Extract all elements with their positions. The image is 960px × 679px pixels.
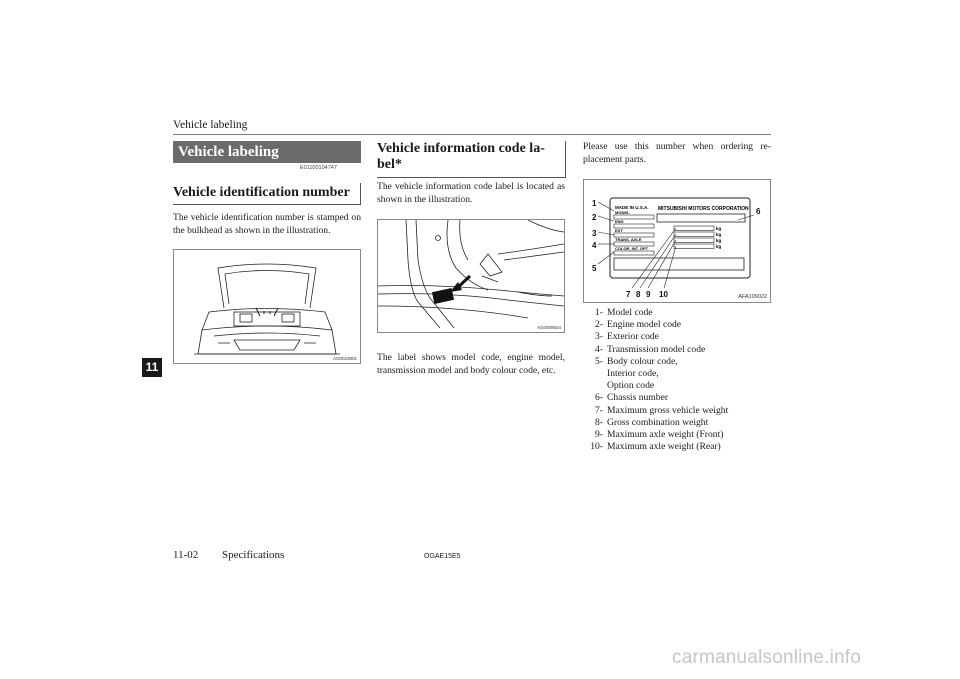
- callout-9: 9: [646, 290, 651, 299]
- list-item-number: 9-: [595, 429, 603, 441]
- info-heading-line1: Vehicle information code la-: [377, 141, 545, 156]
- list-item-number: 5-: [595, 355, 603, 367]
- label-kg-2: kg: [716, 232, 722, 237]
- label-made-in: MADE IN U.S.A.: [615, 205, 649, 210]
- list-item-number: 3-: [595, 331, 603, 343]
- vin-text: The vehicle identification number is stamped on the bulkhead as shown in the illustration.: [173, 212, 361, 236]
- running-header: Vehicle labeling: [173, 119, 248, 131]
- list-item-text: Interior code,: [607, 368, 659, 380]
- list-item-text: Gross combination weight: [607, 416, 709, 428]
- callout-1: 1: [592, 199, 597, 208]
- label-item-list: [581, 307, 771, 453]
- engine-bay-illustration: [174, 250, 360, 363]
- list-item-text: Chassis number: [607, 392, 669, 404]
- list-item: [581, 405, 771, 417]
- label-kg-3: kg: [716, 238, 722, 243]
- list-item-text: Model code: [607, 307, 653, 318]
- chapter-tab[interactable]: 11: [142, 358, 162, 377]
- callout-6: 6: [756, 207, 761, 216]
- list-item-number: 2-: [595, 319, 603, 331]
- callout-5: 5: [592, 264, 597, 273]
- list-item: [581, 429, 771, 441]
- info-figure-code: AG0009504: [536, 325, 561, 330]
- label-corporation: MITSUBISHI MOTORS CORPORATION: [658, 206, 749, 212]
- list-item: [581, 331, 771, 343]
- list-item: [581, 356, 771, 393]
- list-item-text: Maximum axle weight (Front): [607, 429, 724, 441]
- watermark: carmanualsonline.info: [672, 647, 862, 668]
- list-item-text: Body colour code,: [607, 355, 678, 367]
- list-item-number: 8-: [595, 416, 603, 428]
- vin-heading-block: [173, 183, 361, 205]
- list-item: [581, 417, 771, 429]
- info-text-location: The vehicle information code label is located as shown in the illustration.: [377, 181, 565, 205]
- info-code-label-illustration: [584, 180, 770, 302]
- list-item-text: Maximum gross vehicle weight: [607, 404, 729, 416]
- label-model: MODEL: [615, 210, 630, 215]
- list-item-text: Option code: [607, 380, 655, 392]
- label-colour: COLOR, INT, OPT: [615, 246, 649, 251]
- list-item: [581, 344, 771, 356]
- vin-heading: Vehicle identification number: [173, 185, 350, 200]
- list-item-number: 4-: [595, 343, 603, 355]
- header-rule: [173, 134, 771, 135]
- door-pillar-illustration: [378, 220, 564, 332]
- footer-page-number: 11-02: [173, 549, 199, 561]
- callout-3: 3: [592, 229, 597, 238]
- list-item: [581, 307, 771, 319]
- label-kg-4: kg: [716, 244, 722, 249]
- vin-figure-code: AG0023801: [332, 356, 357, 361]
- list-item: [581, 441, 771, 453]
- callout-2: 2: [592, 213, 597, 222]
- label-figure: [583, 179, 771, 303]
- engine-bay-figure: [173, 249, 361, 364]
- section-banner: Vehicle labeling: [173, 141, 361, 163]
- list-item-number: 1-: [595, 307, 603, 318]
- list-item-text: Engine model code: [607, 319, 682, 331]
- label-ext: EXT: [615, 228, 623, 233]
- callout-4: 4: [592, 241, 597, 250]
- label-kg-1: kg: [716, 226, 722, 231]
- info-heading-line2: bel*: [377, 157, 402, 172]
- replacement-parts-note: Please use this number when ordering re-placement parts.: [583, 141, 771, 165]
- list-item-text: Transmission model code: [607, 343, 706, 355]
- label-trans: TRANS. AXLE: [615, 237, 642, 242]
- callout-8: 8: [636, 290, 641, 299]
- footer-chapter-title: Specifications: [222, 549, 285, 561]
- callout-10: 10: [659, 290, 668, 299]
- callout-7: 7: [626, 290, 631, 299]
- info-text-contents: The label shows model code, engine model, transmission model and body colour code, etc.: [377, 352, 565, 376]
- list-item-number: 6-: [595, 392, 603, 404]
- list-item: [581, 319, 771, 331]
- label-figure-code: AFA109022: [738, 294, 767, 300]
- label-eng: ENG: [615, 219, 624, 224]
- footer-doc-code: OGAE15E5: [424, 553, 461, 560]
- list-item: [581, 392, 771, 404]
- list-item-text: Maximum axle weight (Rear): [607, 441, 721, 453]
- info-heading-block: [377, 141, 566, 178]
- door-pillar-figure: [377, 219, 565, 333]
- section-code: E01100104747: [300, 165, 337, 171]
- list-item-text: Exterior code: [607, 331, 659, 343]
- list-item-number: 7-: [595, 404, 603, 416]
- list-item-number: 10-: [590, 441, 603, 453]
